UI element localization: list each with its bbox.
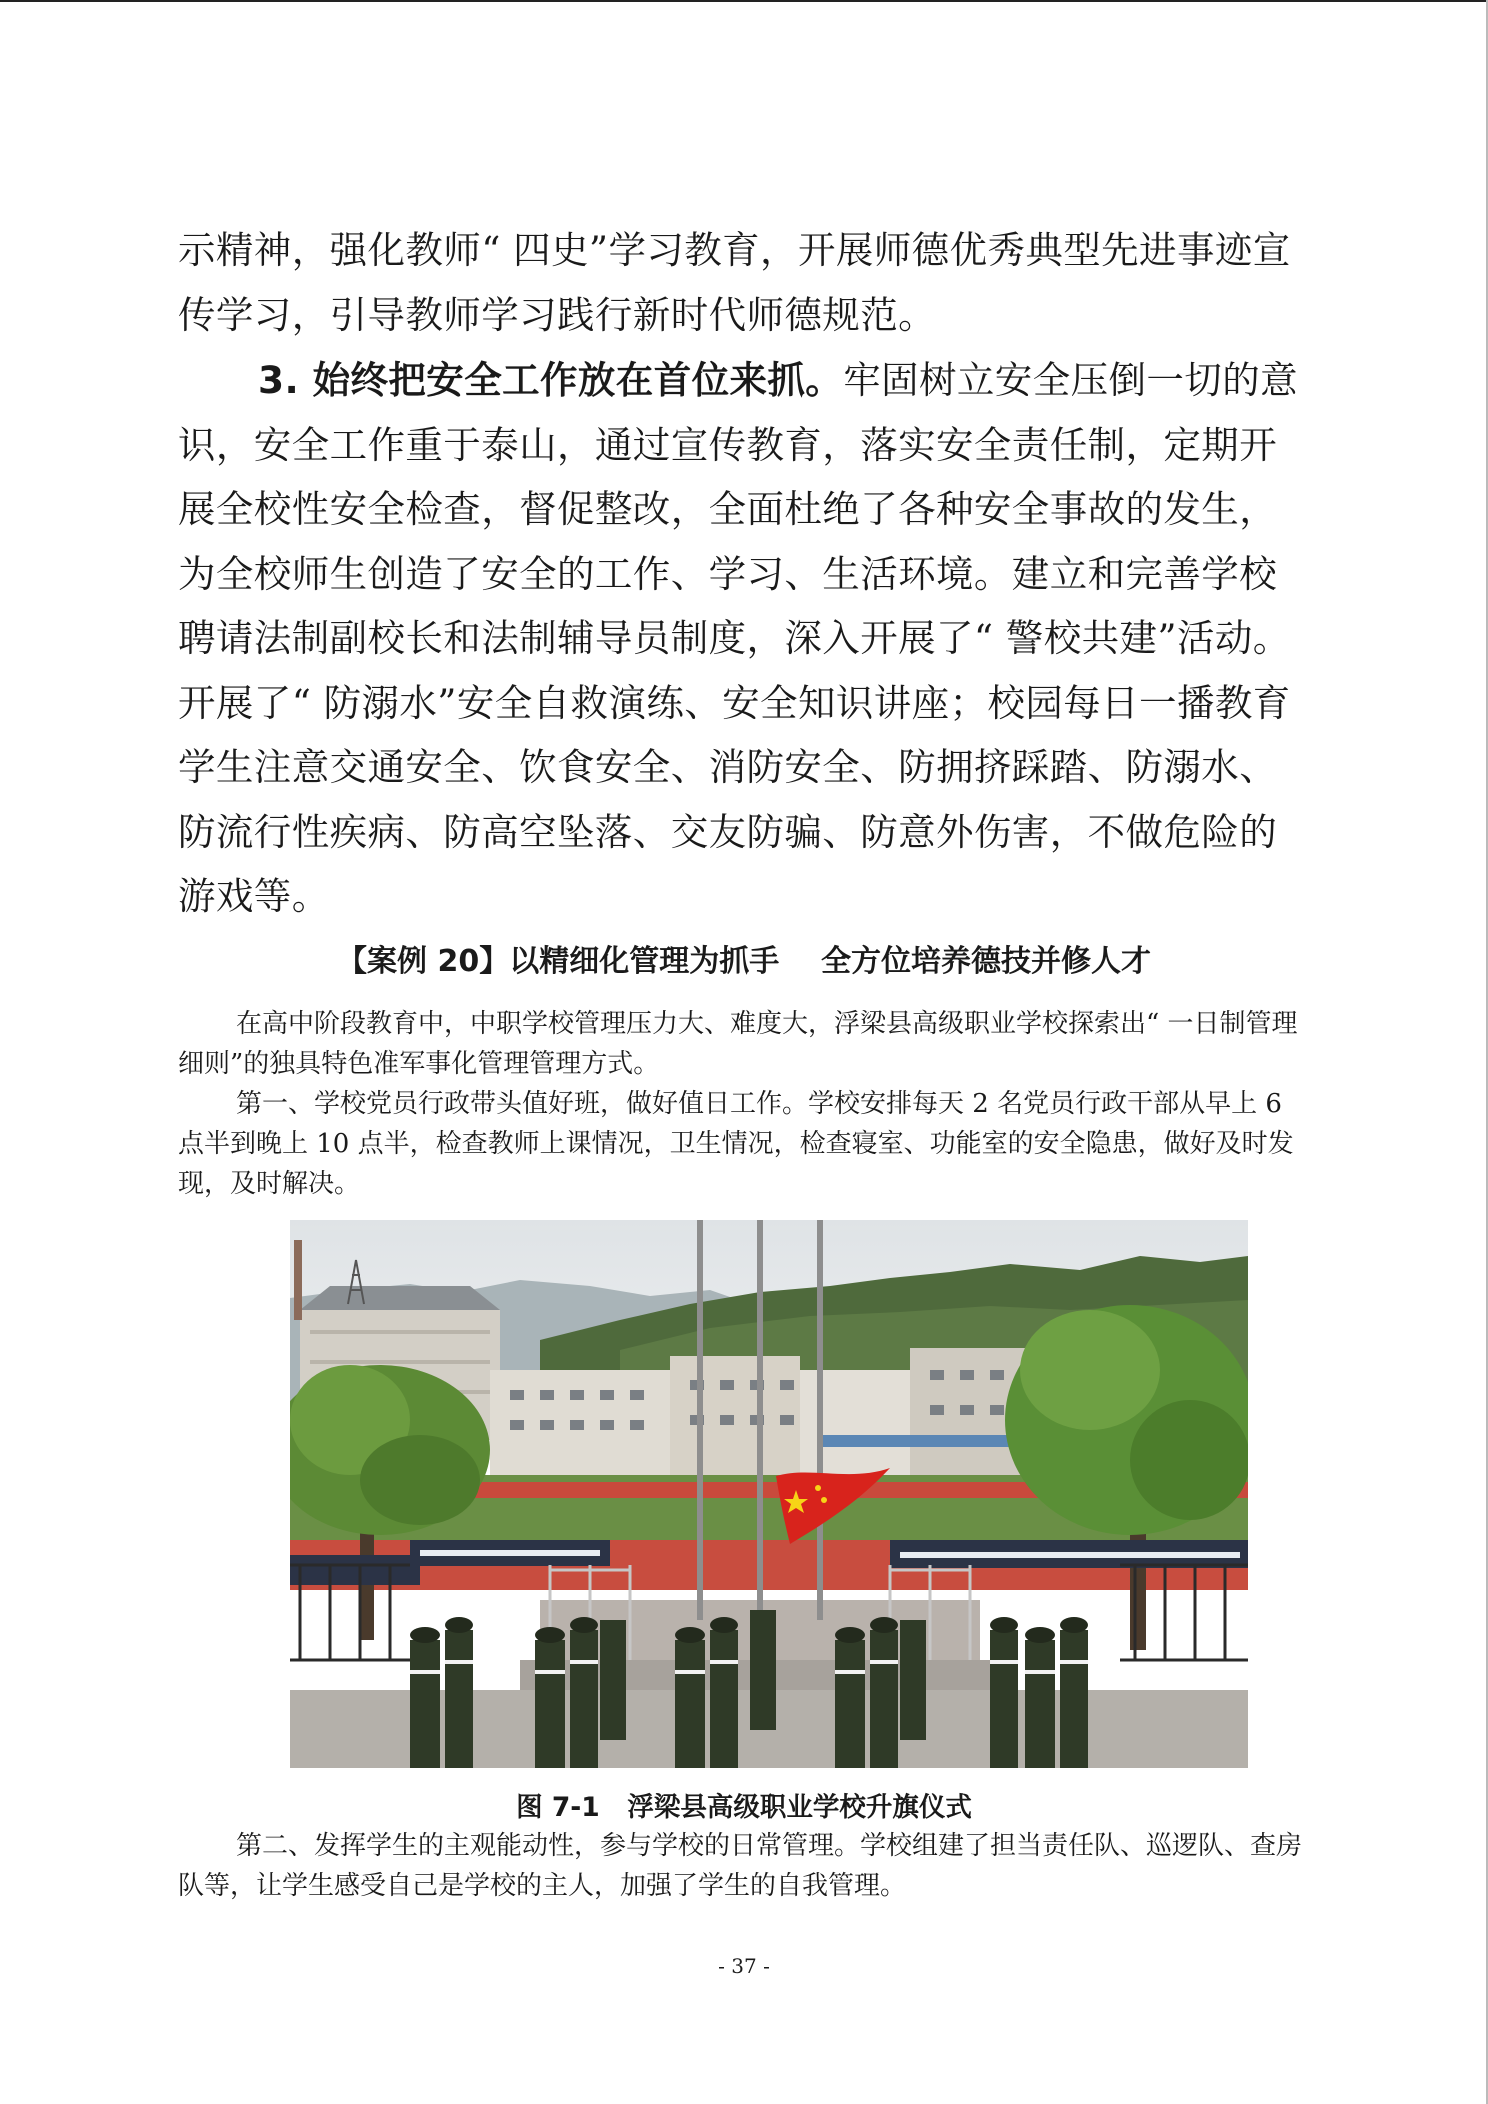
case-title: 【案例 20】以精细化管理为抓手 全方位培养德技并修人才 bbox=[337, 944, 1151, 979]
section-3-heading: 3. 始终把安全工作放在首位来抓。 bbox=[258, 358, 844, 402]
tree-right bbox=[1005, 1305, 1248, 1650]
page-number: - 37 - bbox=[718, 1954, 770, 1978]
section-3-body: 牢固树立安全压倒一切的意识，安全工作重于泰山，通过宣传教育，落实安全责任制，定期开展全校性安全检查，督促整改，全面杜绝了各种安全事故的发生，为全校师生创造了安全的工作、学习、生活环境。建立和完善学校聘请法制副校长和法制辅导员制度，深入开展了“ 警校共建”活动。开展了“ 防溺水”安全自救演练、安全知识讲座；校园每日一播教育学生注意交通安全、饮食安全、消防安全、防拥挤踩踏、防溺水、防流行性疾病、防高空坠落、交友防骗、防意外伤害，不做危险的游戏等。 bbox=[178, 358, 1299, 918]
figure-caption: 图 7-1 浮梁县高级职业学校升旗仪式 bbox=[516, 1792, 972, 1823]
body-paragraph-2 bbox=[178, 348, 1310, 929]
flag-raising-photo bbox=[290, 1220, 1248, 1768]
case-paragraph-1: 在高中阶段教育中，中职学校管理压力大、难度大，浮梁县高级职业学校探索出“ 一日制管理细则”的独具特色准军事化管理管理方式。 bbox=[178, 1009, 1298, 1079]
case-paragraph-3: 第二、发挥学生的主观能动性，参与学校的日常管理。学校组建了担当责任队、巡逻队、查房队等，让学生感受自己是学校的主人，加强了学生的自我管理。 bbox=[178, 1831, 1303, 1901]
body-paragraph-1: 示精神，强化教师“ 四史”学习教育，开展师德优秀典型先进事迹宣传学习，引导教师学习践行新时代师德规范。 bbox=[178, 228, 1291, 337]
case-paragraph-2: 第一、学校党员行政带头值好班，做好值日工作。学校安排每天 2 名党员行政干部从早上 6 点半到晚上 10 点半，检查教师上课情况，卫生情况，检查寝室、功能室的安全隐患，做好及时发现，及时解决。 bbox=[178, 1089, 1294, 1199]
page-top-border bbox=[0, 0, 1488, 2]
